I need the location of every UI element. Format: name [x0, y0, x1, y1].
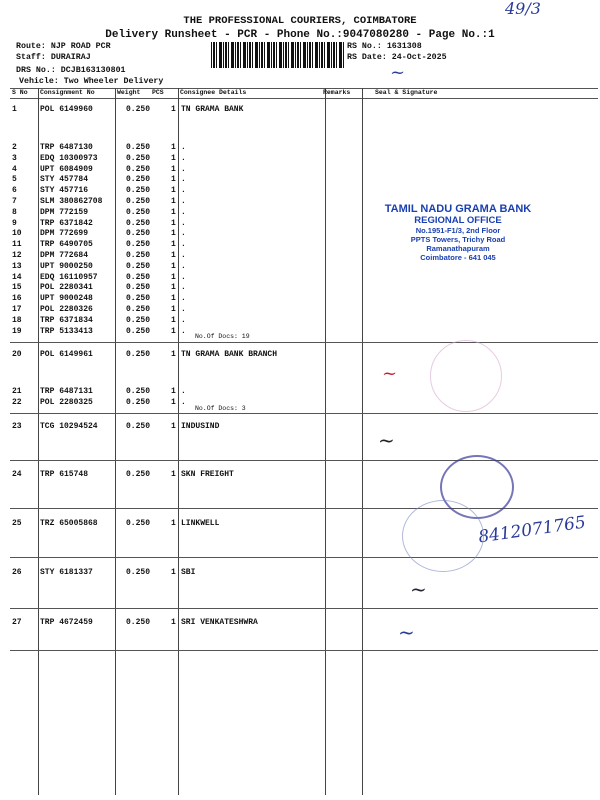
weight: 0.250 — [126, 229, 151, 239]
column-header: S No — [12, 89, 28, 96]
serial-number: 20 — [12, 350, 22, 359]
consignee-dot: . — [181, 251, 186, 260]
serial-number: 9 — [12, 218, 17, 228]
column-header: Seal & Signature — [375, 89, 438, 96]
group-divider — [10, 342, 598, 343]
consignee-name: SKN FREIGHT — [181, 470, 234, 479]
vehicle: Vehicle: Two Wheeler Delivery — [19, 77, 164, 86]
consignment-number: TRP 6487131 — [40, 387, 93, 396]
consignee-dot: . — [181, 175, 186, 185]
column-divider — [178, 88, 179, 795]
stamp-line: Coimbatore - 641 045 — [420, 253, 496, 262]
consignee-dot: . — [181, 186, 186, 196]
consignee-name: LINKWELL — [181, 519, 220, 528]
header-divider — [10, 98, 598, 99]
docs-count: No.Of Docs: 3 — [195, 405, 246, 412]
consignment-number: TRP 5133413 — [40, 326, 93, 336]
seal-stamp — [402, 500, 484, 572]
consignment-number: EDQ 16110957 — [40, 272, 98, 282]
consignee-dot: . — [181, 164, 186, 174]
consignee-name: TN GRAMA BANK — [181, 105, 244, 114]
pcs: 1 — [171, 422, 176, 431]
pcs: 1 — [171, 618, 176, 627]
consignee-dot: . — [181, 153, 186, 163]
consignee-dot: . — [181, 229, 186, 239]
consignment-number: UPT 9000248 — [40, 294, 93, 304]
signature: ~ — [378, 428, 395, 452]
pcs: 1 — [171, 387, 176, 396]
consignment-number: DPM 772699 — [40, 229, 89, 239]
column-header: Consignment No — [40, 89, 95, 96]
serial-number: 26 — [12, 568, 22, 577]
serial-number: 10 — [12, 229, 22, 239]
weight: 0.250 — [126, 175, 151, 185]
serial-number: 3 — [12, 153, 17, 163]
pcs: 1 — [171, 164, 176, 174]
consignee-dot: . — [181, 261, 186, 271]
consignee-dot: . — [181, 197, 186, 206]
rs-number: RS No.: 1631308 — [347, 42, 422, 51]
consignee-dot: . — [181, 272, 186, 282]
weight: 0.250 — [126, 618, 151, 627]
bank-stamp — [378, 203, 538, 262]
column-header: Remarks — [323, 89, 351, 96]
consignment-number: SLM 380862708 — [40, 197, 103, 206]
pcs: 1 — [171, 519, 176, 528]
pcs: 1 — [171, 305, 176, 314]
consignment-number: TRP 6490705 — [40, 240, 93, 250]
weight: 0.250 — [126, 186, 151, 196]
consignee-dot: . — [181, 315, 186, 325]
pcs: 1 — [171, 153, 176, 163]
consignee-dot: . — [181, 326, 186, 336]
group-divider — [10, 557, 598, 558]
weight: 0.250 — [126, 315, 151, 325]
barcode — [211, 42, 344, 68]
weight: 0.250 — [126, 240, 151, 250]
weight: 0.250 — [126, 272, 151, 282]
signature: ~ — [382, 363, 398, 384]
column-header: Consignee Details — [180, 89, 247, 96]
weight: 0.250 — [126, 350, 151, 359]
weight: 0.250 — [126, 470, 151, 479]
consignment-number: STY 457784 — [40, 175, 89, 185]
docs-count: No.Of Docs: 19 — [195, 333, 250, 340]
consignment-number: POL 2280325 — [40, 398, 93, 407]
pcs: 1 — [171, 261, 176, 271]
serial-number: 18 — [12, 315, 22, 325]
consignment-number: STY 457716 — [40, 186, 89, 196]
company-title: THE PROFESSIONAL COURIERS, COIMBATORE — [183, 15, 417, 27]
pcs: 1 — [171, 398, 176, 407]
serial-number: 27 — [12, 618, 22, 627]
stamp-line: No.1951-F1/3, 2nd Floor — [415, 226, 501, 235]
consignment-number: POL 2280341 — [40, 283, 93, 293]
serial-number: 22 — [12, 398, 22, 407]
signature-scribble: ~ — [390, 62, 406, 83]
weight: 0.250 — [126, 283, 151, 293]
consignee-dot: . — [181, 398, 186, 407]
serial-number: 19 — [12, 326, 22, 336]
consignment-number: EDQ 10300973 — [40, 153, 98, 163]
staff: Staff: DURAIRAJ — [16, 53, 91, 62]
pcs: 1 — [171, 105, 176, 114]
consignment-number: UPT 6084909 — [40, 164, 93, 174]
consignee-dot: . — [181, 294, 186, 304]
weight: 0.250 — [126, 197, 151, 206]
consignment-number: STY 6181337 — [40, 568, 93, 577]
serial-number: 1 — [12, 105, 17, 114]
pcs: 1 — [171, 207, 176, 217]
consignee-dot: . — [181, 207, 186, 217]
weight: 0.250 — [126, 105, 151, 114]
consignee-name: SBI — [181, 568, 196, 577]
weight: 0.250 — [126, 519, 151, 528]
consignment-number: POL 6149960 — [40, 105, 93, 114]
consignee-dot: . — [181, 387, 186, 396]
column-divider — [115, 88, 116, 795]
serial-number: 24 — [12, 470, 22, 479]
weight: 0.250 — [126, 153, 151, 163]
weight: 0.250 — [126, 251, 151, 260]
serial-number: 23 — [12, 422, 22, 431]
serial-number: 16 — [12, 294, 22, 304]
consignee-name: TN GRAMA BANK BRANCH — [181, 350, 278, 359]
consignment-number: TCG 10294524 — [40, 422, 98, 431]
column-header: Weight — [117, 89, 141, 96]
pcs: 1 — [171, 175, 176, 185]
serial-number: 7 — [12, 197, 17, 206]
group-divider — [10, 460, 598, 461]
weight: 0.250 — [126, 387, 151, 396]
serial-number: 2 — [12, 143, 17, 152]
consignee-dot: . — [181, 283, 186, 293]
consignment-number: UPT 9000250 — [40, 261, 93, 271]
handwritten-count: 49/3 — [505, 0, 541, 18]
column-divider — [325, 88, 326, 795]
consignment-number: POL 6149961 — [40, 350, 93, 359]
column-divider — [362, 88, 363, 795]
consignment-number: TRP 6371834 — [40, 315, 93, 325]
consignee-dot: . — [181, 240, 186, 250]
serial-number: 14 — [12, 272, 22, 282]
serial-number: 15 — [12, 283, 22, 293]
serial-number: 11 — [12, 240, 22, 250]
pcs: 1 — [171, 350, 176, 359]
consignment-number: DPM 772684 — [40, 251, 89, 260]
drs-number: DRS No.: DCJB163130801 — [16, 66, 126, 75]
pcs: 1 — [171, 240, 176, 250]
signature: ~ — [410, 577, 427, 601]
stamp-line: REGIONAL OFFICE — [414, 215, 502, 226]
signature: ~ — [398, 620, 415, 644]
pcs: 1 — [171, 283, 176, 293]
consignment-number: TRP 615748 — [40, 470, 89, 479]
stamp-line: PPTS Towers, Trichy Road — [410, 235, 506, 244]
weight: 0.250 — [126, 164, 151, 174]
runsheet-subtitle: Delivery Runsheet - PCR - Phone No.:9047080280 - Page No.:1 — [105, 29, 495, 41]
consignment-number: TRZ 65005868 — [40, 519, 98, 528]
route: Route: NJP ROAD PCR — [16, 42, 111, 51]
seal-stamp — [430, 340, 502, 412]
serial-number: 13 — [12, 261, 22, 271]
consignment-number: TRP 6487130 — [40, 143, 93, 152]
weight: 0.250 — [126, 305, 151, 314]
consignment-number: DPM 772159 — [40, 207, 89, 217]
consignee-dot: . — [181, 305, 186, 314]
serial-number: 25 — [12, 519, 22, 528]
pcs: 1 — [171, 315, 176, 325]
column-header: PCS — [152, 89, 164, 96]
stamp-line: TAMIL NADU GRAMA BANK — [384, 203, 532, 215]
consignee-dot: . — [181, 143, 186, 152]
consignee-name: SRI VENKATESHWRA — [181, 618, 258, 627]
group-divider — [10, 508, 598, 509]
serial-number: 17 — [12, 305, 22, 314]
pcs: 1 — [171, 251, 176, 260]
weight: 0.250 — [126, 218, 151, 228]
serial-number: 8 — [12, 207, 17, 217]
pcs: 1 — [171, 143, 176, 152]
pcs: 1 — [171, 294, 176, 304]
pcs: 1 — [171, 186, 176, 196]
consignment-number: TRP 6371842 — [40, 218, 93, 228]
weight: 0.250 — [126, 422, 151, 431]
consignee-dot: . — [181, 218, 186, 228]
serial-number: 21 — [12, 387, 22, 396]
weight: 0.250 — [126, 261, 151, 271]
serial-number: 6 — [12, 186, 17, 196]
serial-number: 5 — [12, 175, 17, 185]
pcs: 1 — [171, 568, 176, 577]
weight: 0.250 — [126, 294, 151, 304]
pcs: 1 — [171, 326, 176, 336]
weight: 0.250 — [126, 398, 151, 407]
pcs: 1 — [171, 229, 176, 239]
table-border — [10, 88, 598, 89]
pcs: 1 — [171, 272, 176, 282]
weight: 0.250 — [126, 143, 151, 152]
serial-number: 4 — [12, 164, 17, 174]
weight: 0.250 — [126, 568, 151, 577]
handwritten-phone: 8412071765 — [477, 512, 588, 548]
column-divider — [38, 88, 39, 795]
consignment-number: POL 2280326 — [40, 305, 93, 314]
rs-date: RS Date: 24-Oct-2025 — [347, 53, 447, 62]
stamp-line: Ramanathapuram — [426, 244, 490, 253]
group-divider — [10, 413, 598, 414]
weight: 0.250 — [126, 326, 151, 336]
group-divider — [10, 650, 598, 651]
pcs: 1 — [171, 470, 176, 479]
consignee-name: INDUSIND — [181, 422, 220, 431]
weight: 0.250 — [126, 207, 151, 217]
serial-number: 12 — [12, 251, 22, 260]
consignment-number: TRP 4672459 — [40, 618, 93, 627]
pcs: 1 — [171, 218, 176, 228]
pcs: 1 — [171, 197, 176, 206]
group-divider — [10, 608, 598, 609]
